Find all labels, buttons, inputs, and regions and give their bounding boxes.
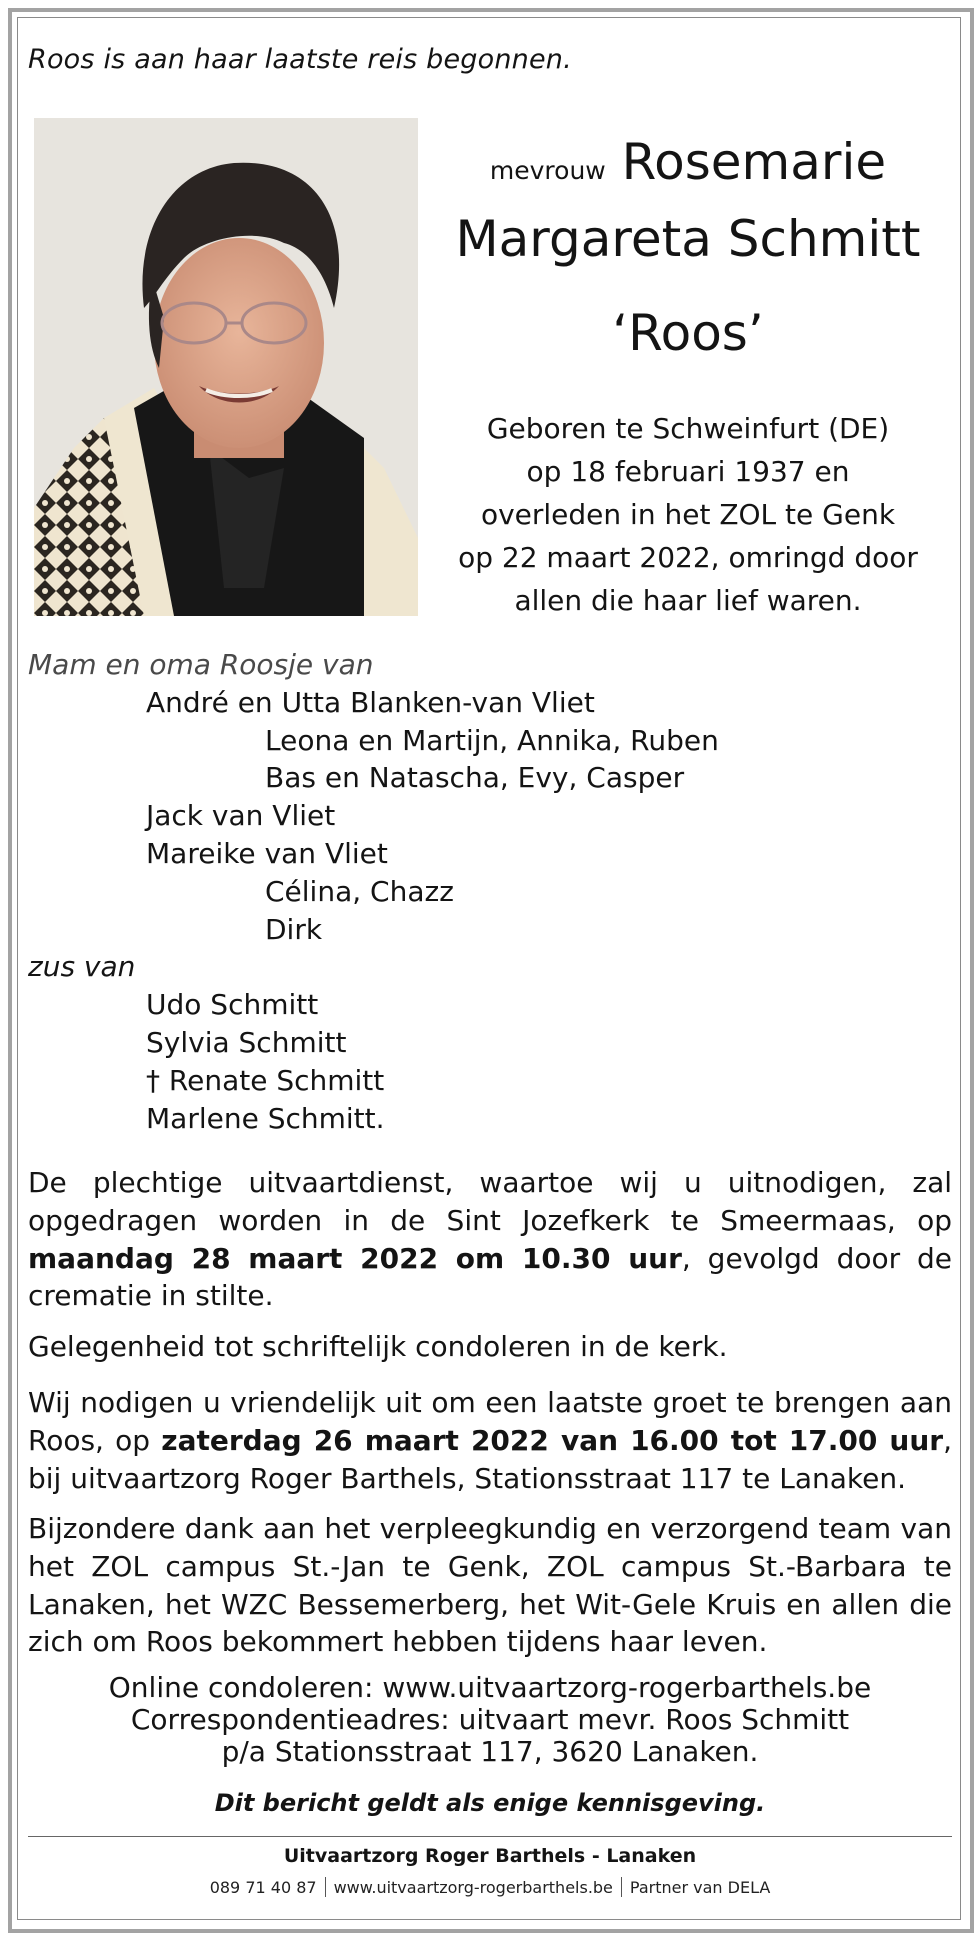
funeral-firm-meta: [28, 1877, 952, 1897]
family-member: Bas en Natascha, Evy, Casper: [265, 761, 685, 795]
bio-line: op 18 februari 1937 en: [526, 455, 850, 488]
online-condolence-link[interactable]: Online condoleren: www.uitvaartzorg-rogerbarthels.be: [108, 1671, 872, 1704]
thanks-paragraph: Bijzondere dank aan het verpleegkundig en verzorgend team van het ZOL campus St.-Jan te Genk, ZOL campus St.-Barbara te Lanaken, het WZC Bessemerberg, het Wit-Gele Kruis en allen die zich om Roos bekommert hebben tijdens haar leven.: [28, 1512, 952, 1659]
separator: [621, 1877, 622, 1897]
bio-line: op 22 maart 2022, omringd door: [458, 541, 918, 574]
separator: [325, 1877, 326, 1897]
family-member: Jack van Vliet: [146, 799, 336, 833]
funeral-firm-name: Uitvaartzorg Roger Barthels - Lanaken: [283, 1845, 697, 1867]
bio-line: allen die haar lief waren.: [514, 584, 862, 617]
portrait-photo: [34, 118, 418, 616]
family-member: Célina, Chazz: [265, 874, 454, 908]
nickname: ‘Roos’: [612, 304, 764, 362]
intro-line: Roos is aan haar laatste reis begonnen.: [28, 44, 572, 75]
name-line-2: Margareta Schmitt: [455, 210, 921, 268]
correspondence-address-2: p/a Stationsstraat 117, 3620 Lanaken.: [221, 1735, 759, 1768]
family-member: † Renate Schmitt: [146, 1063, 385, 1097]
contact-block: [28, 1672, 952, 1768]
family-member: Marlene Schmitt.: [146, 1101, 385, 1135]
condolence-church: Gelegenheid tot schriftelijk condoleren in de kerk.: [28, 1330, 728, 1363]
family-member: Mareike van Vliet: [146, 836, 388, 870]
family-list: [28, 646, 719, 1137]
firm-phone[interactable]: 089 71 40 87: [209, 1878, 317, 1897]
name-line-1: [436, 132, 940, 201]
service-date: maandag 28 maart 2022 om 10.30 uur: [28, 1241, 682, 1275]
correspondence-address: Correspondentieadres: uitvaart mevr. Roos Schmitt: [130, 1703, 850, 1736]
service-paragraph: De plechtige uitvaartdienst, waartoe wij u uitnodigen, zal opgedragen worden in de Sint Jozefkerk te Smeermaas, op maandag 28 maart 2022 om 10.30 uur, gevolgd door de crematie in stilte.: [28, 1166, 952, 1313]
family-member: Dirk: [265, 912, 323, 946]
bio-line: overleden in het ZOL te Genk: [480, 498, 896, 531]
birth-death-info: [436, 407, 940, 622]
first-name: Rosemarie: [621, 133, 887, 191]
firm-website[interactable]: www.uitvaartzorg-rogerbarthels.be: [333, 1878, 613, 1897]
family-member: Sylvia Schmitt: [146, 1025, 347, 1059]
family-member: André en Utta Blanken-van Vliet: [146, 685, 595, 719]
honorific: mevrouw: [489, 156, 606, 185]
family-member: Udo Schmitt: [146, 988, 319, 1022]
footer-divider: [28, 1836, 952, 1837]
farewell-date: zaterdag 26 maart 2022 van 16.00 tot 17.00 uur: [161, 1423, 944, 1457]
firm-partner: Partner van DELA: [629, 1878, 771, 1897]
family-intro-siblings: zus van: [28, 950, 136, 984]
family-member: Leona en Martijn, Annika, Ruben: [265, 723, 719, 757]
family-intro-children: Mam en oma Roosje van: [28, 648, 374, 681]
notice: Dit bericht geldt als enige kennisgeving.: [214, 1789, 766, 1817]
farewell-paragraph: Wij nodigen u vriendelijk uit om een laatste groet te brengen aan Roos, op zaterdag 26 maart 2022 van 16.00 tot 17.00 uur, bij uitvaartzorg Roger Barthels, Stationsstraat 117 te Lanaken.: [28, 1386, 952, 1495]
name-block: [436, 132, 940, 622]
bio-line: Geboren te Schweinfurt (DE): [486, 412, 890, 445]
